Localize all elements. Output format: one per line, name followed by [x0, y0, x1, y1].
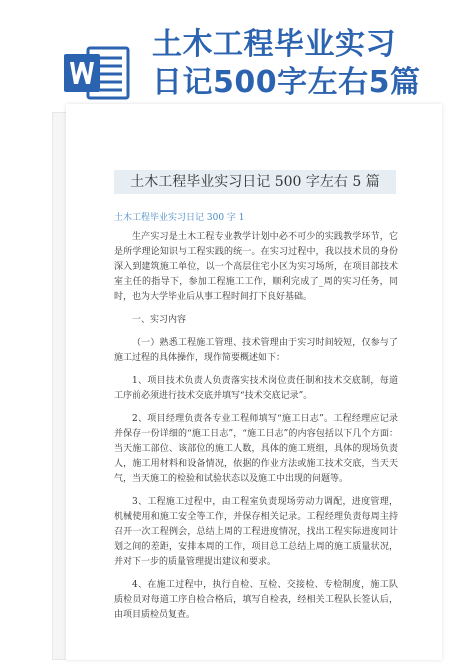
word-document-icon	[62, 42, 132, 104]
document-subtitle: 土木工程毕业实习日记 300 字 1	[114, 213, 245, 223]
document-body	[114, 230, 398, 631]
banner-title-line1: 土木工程毕业实习	[152, 27, 396, 62]
paragraph: 1、项目技术负责人负责落实技术岗位责任制和技术交底制，每道工序前必须进行技术交底并填写“技术交底记录”。	[114, 376, 398, 401]
paragraph: 2、项目经理负责各专业工程师填写“施工日志”。工程经理应记录并保存一份详细的“施工日志”，“施工日志”的内容包括以下几个方面：当天施工部位、该部位的施工人数，具体的施工班组，具体的现场负责人，施工用材料和设备情况，依据的作业方法或施工技术交底，当天天气，当天施工的检验和试验状态以及施工中出现的问题等。	[114, 414, 398, 484]
banner-title-line2: 日记500字左右5篇	[152, 65, 421, 100]
paragraph: 4、在施工过程中，执行自检、互检、交接检、专检制度，施工队质检员对每道工序自检合格后，填写自检表，经相关工程队长签认后，由项目质检员复查。	[114, 580, 398, 620]
section-heading: 一、实习内容	[132, 315, 187, 325]
paragraph: 生产实习是土木工程专业教学计划中必不可少的实践教学环节，它是所学理论知识与工程实践的统一。在实习过程中，我以技术员的身份深入到建筑施工单位，以一个高层住宅小区为实习场所，在项目部技术室主任的指导下，参加工程施工工作，顺利完成了_周的实习任务，同时，也为大学毕业后从事工程时间打下良好基础。	[114, 232, 398, 302]
document-page	[66, 104, 442, 660]
paragraph: （一）熟悉工程施工管理、技术管理由于实习时间较短，仅参与了施工过程的具体操作，现作简要概述如下：	[114, 338, 398, 363]
document-title: 土木工程毕业实习日记 500 字左右 5 篇	[114, 170, 396, 194]
paragraph: 3、工程施工过程中，由工程室负责现场劳动力调配，进度管理，机械使用和施工安全等工作，并保存相关记录。工程经理负责每周主持召开一次工程例会，总结上周的工程进度情况，找出工程实际进度同计划之间的差距，安排本周的工作，项目总工总结上周的施工质量状况，并对下一步的质量管理提出建议和要求。	[114, 497, 398, 567]
banner-title	[152, 26, 468, 102]
